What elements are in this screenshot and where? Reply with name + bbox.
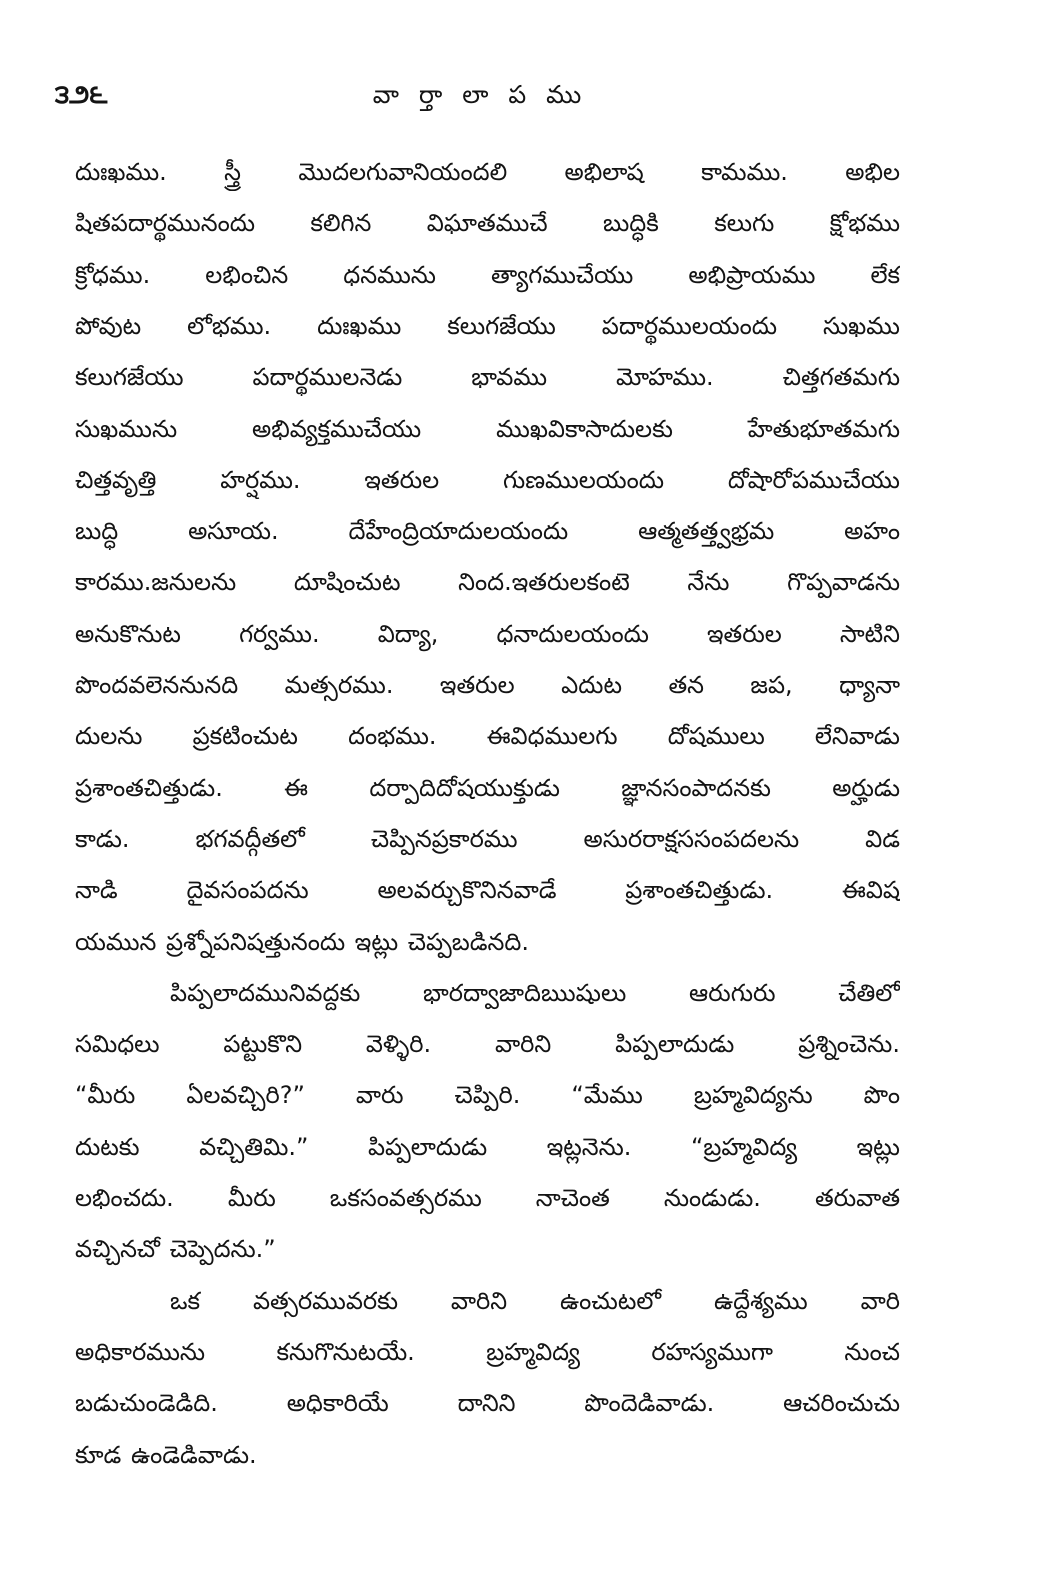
text-line: పోవుట లోభము. దుఃఖము కలుగజేయు పదార్థములయందు సుఖము: [75, 312, 900, 340]
text-line: కారము.జనులను దూషించుట నింద.ఇతరులకంటె నేను గొప్పవాడను: [75, 568, 900, 596]
running-title: వా ర్తా లా ప ము: [372, 80, 588, 109]
text-line: దుఃఖము. స్త్రీ మొదలగువానియందలి అభిలాష కామము. అభిల: [75, 158, 900, 186]
text-line: కూడ ఉండెడివాడు.: [75, 1441, 257, 1469]
page-number: ౩౨౬: [55, 80, 108, 110]
text-line: లభించదు. మీరు ఒకసంవత్సరము నాచెంత నుండుడు. తరువాత: [75, 1184, 900, 1212]
text-line: ప్రశాంతచిత్తుడు. ఈ దర్పాదిదోషయుక్తుడు జ్ఞానసంపాదనకు అర్హుడు: [75, 774, 900, 802]
text-line: కాడు. భగవద్గీతలో చెప్పినప్రకారము అసురరాక్షససంపదలను విడ: [75, 825, 900, 853]
text-line: క్రోధము. లభించిన ధనమును త్యాగముచేయు అభిప్రాయము లేక: [75, 261, 900, 289]
text-line: “మీరు ఏలవచ్చిరి?” వారు చెప్పిరి. “మేము బ్రహ్మవిద్యను పొం: [75, 1081, 900, 1109]
text-line: బడుచుండెడిది. అధికారియే దానిని పొందెడివాడు. ఆచరించుచు: [75, 1389, 900, 1417]
text-line: దుటకు వచ్చితిమి.” పిప్పలాదుడు ఇట్లనెను. “బ్రహ్మవిద్య ఇట్లు: [75, 1133, 900, 1161]
text-line: దులను ప్రకటించుట దంభము. ఈవిధములగు దోషములు లేనివాడు: [75, 722, 900, 750]
text-line: ఒక వత్సరమువరకు వారిని ఉంచుటలో ఉద్దేశ్యము వారి: [170, 1287, 900, 1315]
text-line: బుద్ధి అసూయ. దేహేంద్రియాదులయందు ఆత్మతత్త్వభ్రమ అహం: [75, 517, 900, 545]
text-line: పొందవలెననునది మత్సరము. ఇతరుల ఎదుట తన జప, ధ్యానా: [75, 671, 900, 699]
text-line: వచ్చినచో చెప్పెదను.”: [75, 1235, 276, 1263]
text-line: కలుగజేయు పదార్థములనెడు భావము మోహము. చిత్తగతమగు: [75, 363, 900, 391]
text-line: సమిధలు పట్టుకొని వెళ్ళిరి. వారిని పిప్పలాదుడు ప్రశ్నించెను.: [75, 1030, 900, 1058]
text-line: యమున ప్రశ్నోపనిషత్తునందు ఇట్లు చెప్పబడినది.: [75, 928, 529, 956]
text-line: సుఖమును అభివ్యక్తముచేయు ముఖవికాసాదులకు హేతుభూతమగు: [75, 415, 900, 443]
text-line: పిప్పలాదమునివద్దకు భారద్వాజాదిఋషులు ఆరుగురు చేతిలో: [170, 979, 900, 1007]
text-line: చిత్తవృత్తి హర్షము. ఇతరుల గుణములయందు దోషారోపముచేయు: [75, 466, 900, 494]
text-line: అనుకొనుట గర్వము. విద్యా, ధనాదులయందు ఇతరుల సాటిని: [75, 620, 900, 648]
text-line: నాడి దైవసంపదను అలవర్చుకొనినవాడే ప్రశాంతచిత్తుడు. ఈవిష: [75, 876, 900, 904]
text-line: అధికారమును కనుగొనుటయే. బ్రహ్మవిద్య రహస్యముగా నుంచ: [75, 1338, 900, 1366]
text-line: షితపదార్థమునందు కలిగిన విఘాతముచే బుద్ధికి కలుగు క్షోభము: [75, 209, 900, 237]
